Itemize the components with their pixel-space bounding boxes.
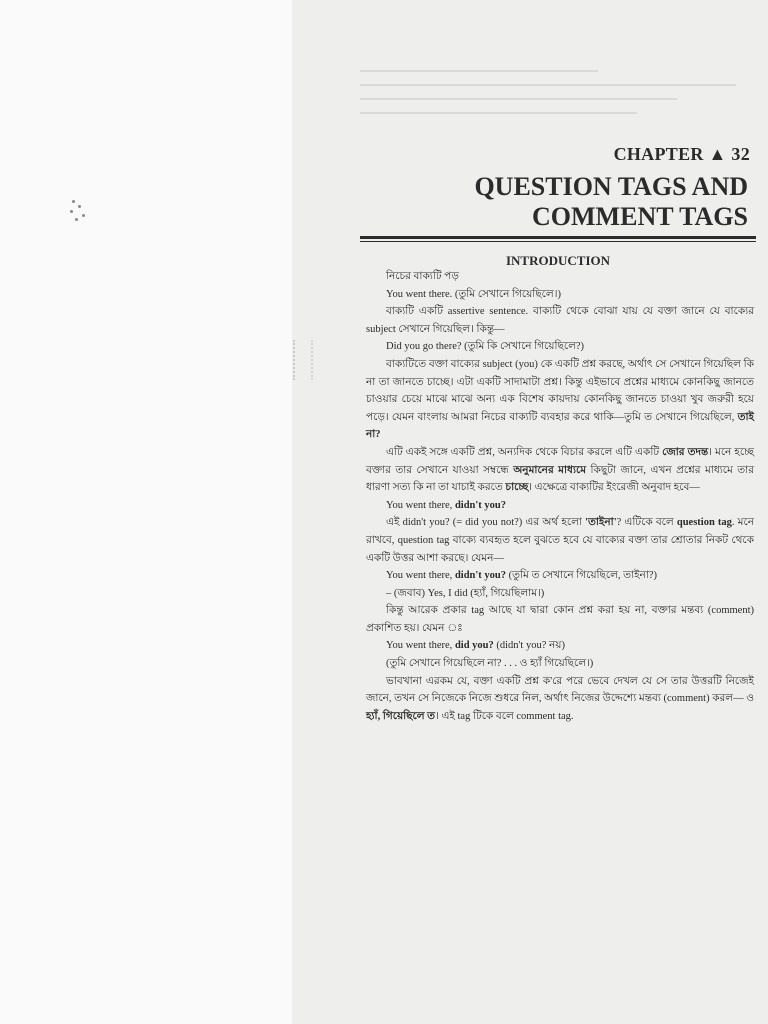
scan-speck <box>66 196 94 226</box>
title-rule-thick <box>360 236 756 239</box>
text-run: (তুমি ত সেখানে গিয়েছিলে, তাইনা?) <box>508 570 658 582</box>
text-run: (didn't you? নয়) <box>496 640 565 652</box>
bold-run: did you? <box>454 640 494 652</box>
text-run: You went there, <box>386 499 453 511</box>
text-run: কিছুটা জানে, এখন প্রশ্নের মাধ্যমে তার ধারণা সত্য কি না তা যাচাই করতে <box>366 464 754 494</box>
text-run: বাক্যটিতে বক্তা বাক্যের subject (you) কে একটি প্রশ্ন করছে, অর্থাৎ সে সেখানে গিয়েছিল কি না তা জানতে চাচ্ছে। এটা একটি সাদামাটা প্রশ্ন। কিন্তু এইভাবে প্রশ্নের মাধ্যমে কোনকিছু জানতে চাওয়ার চেয়ে মাঝে মাঝে অন্য এক বিশেষ কায়দায় কোনকিছু জানতে চাওয়া খুব জরুরী হয়ে পড়ে। যেমন বাংলায় আমরা নিচের বাক্যটি ব্যবহার করে থাকি—তুমি ত সেখানে গিয়েছিলে, <box>366 358 754 423</box>
bold-run: question tag <box>676 517 732 529</box>
example-sentence: Did you go there? (তুমি কি সেখানে গিয়েছিলে?) <box>386 341 585 353</box>
scan-ghost-mark <box>293 340 313 380</box>
example-sentence: You went there. (তুমি সেখানে গিয়েছিলে।) <box>386 288 561 300</box>
section-heading: INTRODUCTION <box>505 253 610 268</box>
chapter-title <box>420 172 748 232</box>
text-run: এটি একই সঙ্গে একটি প্রশ্ন, অন্যদিক থেকে বিচার করলে এটি একটি <box>386 446 660 458</box>
bold-run: didn't you? <box>454 499 507 511</box>
text-run: । মনে হচ্ছে বক্তার তার সেখানে যাওয়া সম্বন্ধে <box>366 446 754 476</box>
paragraph <box>366 356 754 444</box>
paragraph <box>366 673 754 726</box>
scan-margin <box>0 0 292 1024</box>
bold-run: didn't you? <box>454 570 507 582</box>
example-sentence <box>366 637 754 655</box>
bold-run: জোর তদন্ত <box>662 446 709 458</box>
text-run: . মনে রাখবে, question tag বাক্যে ব্যবহৃত হলে বুঝতে হবে যে বাক্যের বক্তা তার শ্রোতার নিকট থেকে একটি উত্তর আশা করছে। যেমন— <box>366 517 754 564</box>
bold-run: অনুমানের মাধ্যমে <box>513 464 587 476</box>
text-run: এই didn't you? (= did you not?) এর অর্থ হলো <box>386 517 582 529</box>
example-translation: (তুমি সেখানে গিয়েছিলে না? . . . ও হ্যাঁ গিয়েছিলে।) <box>386 658 594 670</box>
paragraph <box>366 444 754 497</box>
example-sentence <box>366 567 754 585</box>
text-run: । এই tag টিকে বলে comment tag. <box>435 710 574 722</box>
paragraph: নিচের বাক্যটি পড় <box>386 271 459 282</box>
paragraph <box>366 514 754 567</box>
body-text <box>366 268 754 725</box>
text-run: You went there, <box>386 640 453 652</box>
paragraph: বাক্যটি একটি assertive sentence. বাক্যটি থেকে বোঝা যায় যে বক্তা জানে যে বাক্যের subject সেখানে গিয়েছিল। কিন্তু— <box>366 306 754 335</box>
example-sentence <box>366 497 754 515</box>
bleed-through-text <box>360 58 756 138</box>
bold-run: হ্যাঁ, গিয়েছিলে ত <box>366 710 436 722</box>
bold-run: তাই না? <box>366 411 755 441</box>
chapter-title-line2: COMMENT TAGS <box>532 202 748 231</box>
chapter-title-line1: QUESTION TAGS AND <box>474 172 748 201</box>
chapter-label: CHAPTER ▲ 32 <box>613 144 750 164</box>
paragraph: কিন্তু আরেক প্রকার tag আছে যা দ্বারা কোন প্রশ্ন করা হয় না, বক্তার মন্তব্য (comment) প্রকাশিত হয়। যেমন ঃ <box>366 605 754 634</box>
bold-run: চাচ্ছে <box>505 482 529 494</box>
text-run: ? এটিকে বলে <box>616 517 674 529</box>
bold-run: 'তাইনা' <box>585 517 617 529</box>
text-run: ভাবখানা এরকম যে, বক্তা একটি প্রশ্ন ক'রে পরে ভেবে দেখল যে সে তার উত্তরটি নিজেই জানে, তখন সে নিজেকে নিজে শুধরে নিল, অর্থাৎ নিজের উদ্দেশ্যে মন্তব্য (comment) করল— ও <box>366 675 754 705</box>
example-answer: – (জবাব) Yes, I did (হ্যাঁ, গিয়েছিলাম।) <box>386 587 545 599</box>
title-rule-thin <box>360 241 756 242</box>
text-run: You went there, <box>386 570 453 582</box>
text-run: । এক্ষেত্রে বাক্যটির ইংরেজী অনুবাদ হবে— <box>528 482 700 494</box>
